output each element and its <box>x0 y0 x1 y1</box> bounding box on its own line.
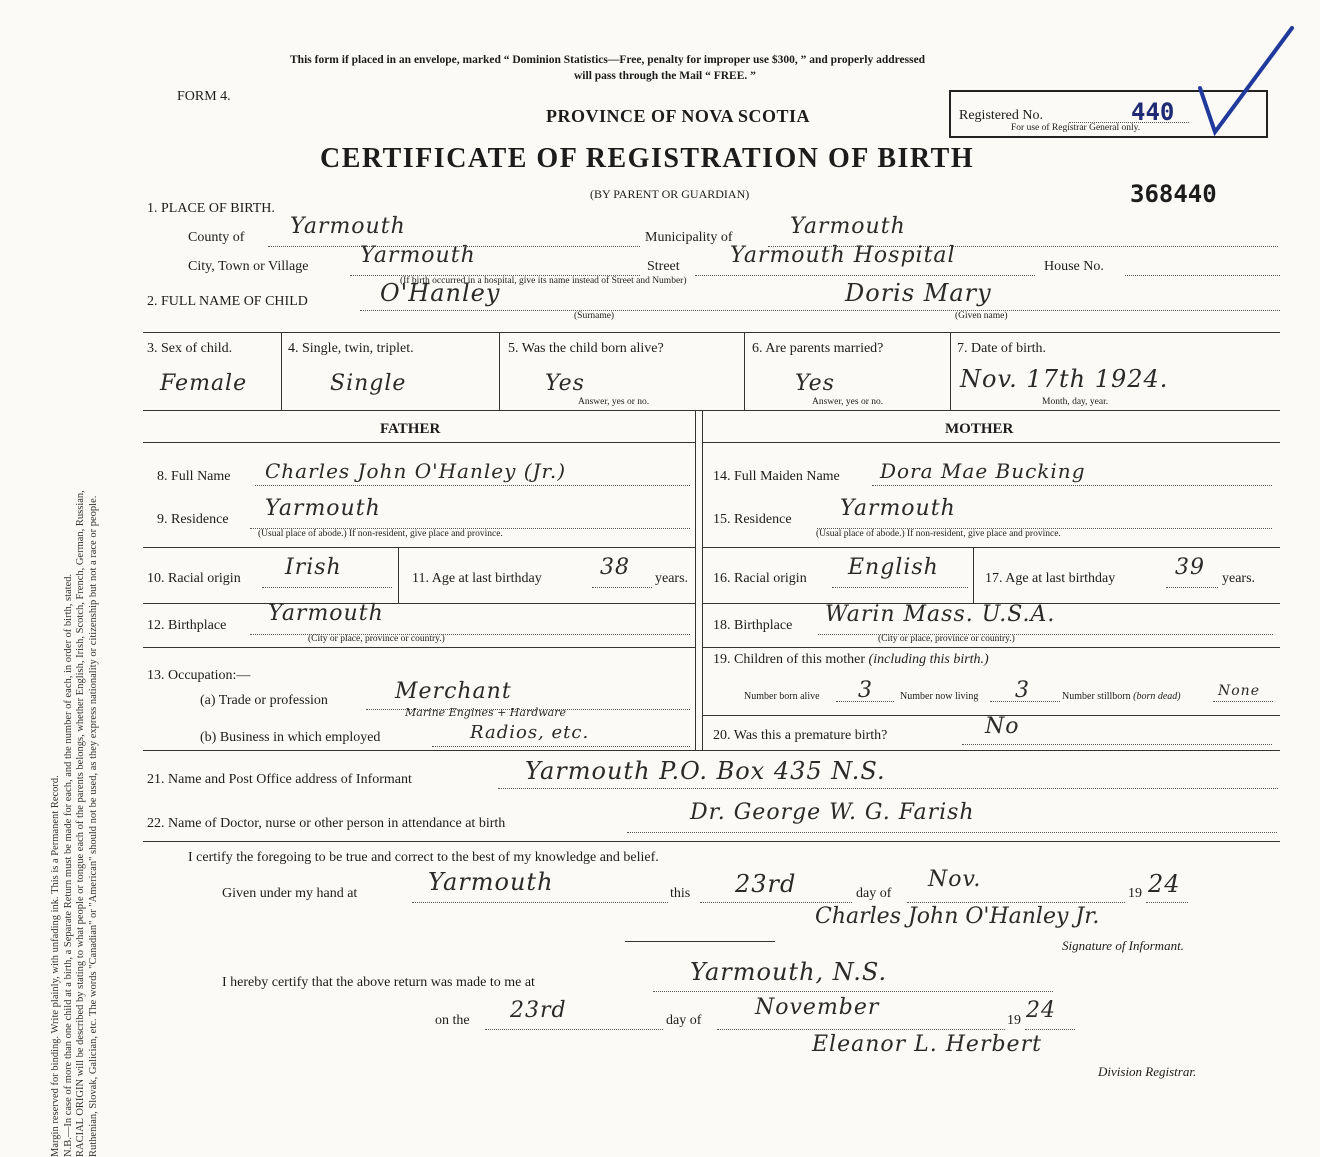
born-alive-label: 5. Was the child born alive? <box>508 341 664 356</box>
father-age-label: 11. Age at last birthday <box>412 571 542 586</box>
now-living-label: Number now living <box>900 691 979 702</box>
given-place-value: Yarmouth <box>428 868 554 896</box>
born-alive-count-value: 3 <box>858 678 873 703</box>
given-label: Given under my hand at <box>222 886 358 901</box>
registrar-on-label: on the <box>435 1013 470 1028</box>
given-year-value: 24 <box>1148 870 1181 898</box>
born-alive-value: Yes <box>545 371 585 396</box>
street-value: Yarmouth Hospital <box>730 243 956 268</box>
place-of-birth-label: 1. PLACE OF BIRTH. <box>147 201 275 216</box>
child-name-label: 2. FULL NAME OF CHILD <box>147 294 308 309</box>
registrar-note: For use of Registrar General only. <box>1011 123 1141 133</box>
premature-label: 20. Was this a premature birth? <box>713 728 888 743</box>
father-residence-caption: (Usual place of abode.) If non-resident, give place and province. <box>258 529 503 539</box>
father-name-label: 8. Full Name <box>157 469 231 484</box>
house-label: House No. <box>1044 259 1104 274</box>
father-name-value: Charles John O'Hanley (Jr.) <box>265 459 567 483</box>
registrar-day-value: 23rd <box>510 998 567 1023</box>
father-birthplace-value: Yarmouth <box>268 601 384 626</box>
sex-value: Female <box>160 371 248 396</box>
page-subtitle: (BY PARENT OR GUARDIAN) <box>590 187 750 201</box>
municipality-label: Municipality of <box>645 230 733 245</box>
mother-birthplace-label: 18. Birthplace <box>713 618 793 633</box>
plurality-value: Single <box>330 371 407 396</box>
given-year-prefix: 19 <box>1128 886 1142 901</box>
stillborn-label <box>1062 691 1181 702</box>
checkmark-icon <box>1180 20 1300 140</box>
doctor-label: 22. Name of Doctor, nurse or other person in attendance at birth <box>147 816 506 831</box>
father-age-value: 38 <box>600 555 630 580</box>
informant-label: 21. Name and Post Office address of Informant <box>147 772 412 787</box>
children-label-text: 19. Children of this mother <box>713 652 866 667</box>
signature-caption: Signature of Informant. <box>1062 938 1184 953</box>
mother-name-value: Dora Mae Bucking <box>880 459 1086 483</box>
father-heading: FATHER <box>380 421 441 437</box>
certify-statement: I certify the foregoing to be true and correct to the best of my knowledge and belief. <box>188 850 659 865</box>
given-caption: (Given name) <box>955 311 1008 321</box>
registrar-place-value: Yarmouth, N.S. <box>690 958 888 986</box>
stillborn-note: (born dead) <box>1133 691 1181 702</box>
born-alive-caption: Answer, yes or no. <box>578 397 650 407</box>
registered-number: 440 <box>1131 98 1175 126</box>
doctor-value: Dr. George W. G. Farish <box>690 800 975 825</box>
mother-heading: MOTHER <box>945 421 1014 437</box>
father-racial-label: 10. Racial origin <box>147 571 241 586</box>
child-surname-value: O'Hanley <box>380 279 501 307</box>
county-value: Yarmouth <box>290 214 406 239</box>
children-label <box>713 652 989 668</box>
business-value-top: Marine Engines + Hardware <box>405 706 567 719</box>
mother-residence-value: Yarmouth <box>840 496 956 521</box>
margin-note: Ruthenian, Slovak, Galician, etc. The words "Canadian" or "American" should not be used, as they express nationality or citizenship but not a race or people. <box>87 495 99 1157</box>
born-alive-count-label: Number born alive <box>744 691 820 702</box>
registrar-year-value: 24 <box>1026 998 1056 1023</box>
county-label: County of <box>188 230 245 245</box>
father-birthplace-caption: (City or place, province or country.) <box>308 634 445 644</box>
mother-residence-label: 15. Residence <box>713 512 792 527</box>
occupation-label: 13. Occupation:— <box>147 668 251 683</box>
informant-value: Yarmouth P.O. Box 435 N.S. <box>525 757 886 785</box>
informant-signature: Charles John O'Hanley Jr. <box>815 904 1100 929</box>
street-label: Street <box>647 259 680 274</box>
mother-birthplace-value: Warin Mass. U.S.A. <box>825 602 1056 627</box>
given-day-value: 23rd <box>735 870 797 898</box>
mail-notice-line1: This form if placed in an envelope, marked “ Dominion Statistics—Free, penalty for improper use $300, ” and properly addressed <box>290 54 926 66</box>
registrar-caption: Division Registrar. <box>1098 1064 1197 1079</box>
married-caption: Answer, yes or no. <box>812 397 884 407</box>
given-day-of-label: day of <box>856 886 892 901</box>
province-heading: PROVINCE OF NOVA SCOTIA <box>546 106 811 126</box>
stillborn-value: None <box>1218 683 1260 699</box>
mother-racial-value: English <box>848 555 939 580</box>
sex-label: 3. Sex of child. <box>147 341 233 356</box>
city-value: Yarmouth <box>360 243 476 268</box>
this-label: this <box>670 886 691 901</box>
registrar-month-value: November <box>755 995 880 1020</box>
margin-note: N.B.—In case of more than one child at a birth, a Separate Return must be made for each, and the number of each, in order of birth, stated. <box>62 573 74 1157</box>
mother-age-label: 17. Age at last birthday <box>985 571 1116 586</box>
margin-note: RACIAL ORIGIN will be described by stating to what people or tongue each of the parents belongs, whether English, Irish, Scotch, French, German, Russian, <box>75 490 86 1157</box>
trade-value: Merchant <box>395 679 512 704</box>
mother-birthplace-caption: (City or place, province or country.) <box>878 634 1015 644</box>
business-value: Radios, etc. <box>470 722 590 743</box>
given-month-value: Nov. <box>928 867 982 892</box>
city-label: City, Town or Village <box>188 259 309 274</box>
plurality-label: 4. Single, twin, triplet. <box>288 341 414 356</box>
father-age-unit: years. <box>655 571 689 586</box>
mail-notice-line2: will pass through the Mail “ FREE. ” <box>574 70 756 82</box>
mother-age-value: 39 <box>1175 555 1205 580</box>
form-number: FORM 4. <box>177 89 231 104</box>
registered-label: Registered No. <box>959 108 1043 123</box>
mother-racial-label: 16. Racial origin <box>713 571 807 586</box>
now-living-value: 3 <box>1015 678 1030 703</box>
child-given-value: Doris Mary <box>845 279 992 307</box>
registrar-signature: Eleanor L. Herbert <box>812 1032 1042 1057</box>
dob-label: 7. Date of birth. <box>957 341 1047 356</box>
stillborn-label-text: Number stillborn <box>1062 691 1131 702</box>
father-birthplace-label: 12. Birthplace <box>147 618 227 633</box>
business-label: (b) Business in which employed <box>200 730 381 745</box>
father-residence-value: Yarmouth <box>265 496 381 521</box>
father-racial-value: Irish <box>285 555 342 580</box>
serial-number: 368440 <box>1130 180 1217 208</box>
dob-caption: Month, day, year. <box>1042 397 1109 407</box>
mother-residence-caption: (Usual place of abode.) If non-resident, give place and province. <box>816 529 1061 539</box>
municipality-value: Yarmouth <box>790 214 906 239</box>
mother-age-unit: years. <box>1222 571 1256 586</box>
margin-note: Margin reserved for binding. Write plainly, with unfading ink. This is a Permanent Record. <box>50 775 61 1157</box>
registrar-day-of-label: day of <box>666 1013 702 1028</box>
married-value: Yes <box>795 371 835 396</box>
mother-name-label: 14. Full Maiden Name <box>713 469 840 484</box>
trade-label: (a) Trade or profession <box>200 693 328 708</box>
married-label: 6. Are parents married? <box>752 341 884 356</box>
page-title: CERTIFICATE OF REGISTRATION OF BIRTH <box>320 143 975 174</box>
children-note: (including this birth.) <box>868 652 989 667</box>
hospital-note: (If birth occurred in a hospital, give its name instead of Street and Number) <box>400 276 687 286</box>
father-residence-label: 9. Residence <box>157 512 229 527</box>
registrar-statement: I hereby certify that the above return was made to me at <box>222 975 535 990</box>
margin-notes <box>50 57 100 1157</box>
surname-caption: (Surname) <box>574 311 615 321</box>
registrar-year-prefix: 19 <box>1007 1013 1021 1028</box>
dob-value: Nov. 17th 1924. <box>960 365 1169 393</box>
premature-value: No <box>985 714 1020 739</box>
